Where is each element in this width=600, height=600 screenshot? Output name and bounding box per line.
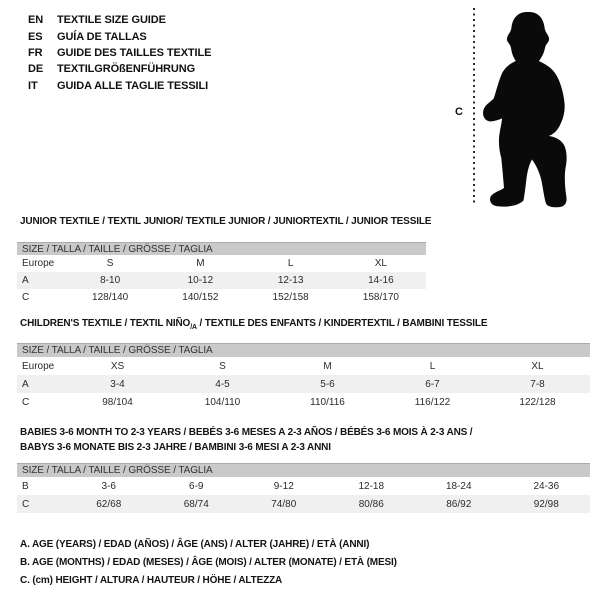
table-row-c — [17, 495, 590, 513]
size-table-babies — [17, 463, 590, 513]
language-label: GUÍA DE TALLAS — [57, 30, 147, 43]
row-label-cell: A — [22, 275, 29, 286]
title-part: / TEXTILE DES ENFANTS / KINDERTEXTIL / BAMBINI TESSILE — [196, 318, 488, 329]
language-row-en — [28, 12, 211, 28]
value-cell: XS — [110, 360, 125, 372]
value-cell: S — [219, 360, 226, 372]
language-label: GUIDA ALLE TAGLIE TESSILI — [57, 79, 209, 92]
size-header-bar: SIZE / TALLA / TAILLE / GRÖSSE / TAGLIA — [17, 343, 590, 357]
value-cell: 9-12 — [273, 480, 294, 492]
value-cell: 80/86 — [358, 498, 384, 510]
section-title-babies — [20, 425, 472, 455]
legend-line-a: A. AGE (YEARS) / EDAD (AÑOS) / ÂGE (ANS) / ALTER (JAHRE) / ETÀ (ANNI) — [20, 539, 370, 550]
value-cell: 7-8 — [530, 378, 545, 390]
value-cell: 152/158 — [272, 292, 309, 303]
value-cell: 5-6 — [320, 378, 335, 390]
value-cell: 10-12 — [187, 275, 214, 286]
measure-label-c: C — [455, 106, 463, 118]
language-label: TEXTILE SIZE GUIDE — [57, 14, 166, 27]
value-cell: 14-16 — [368, 275, 394, 286]
value-cell: 3-4 — [110, 378, 125, 390]
value-cell: S — [106, 258, 114, 269]
row-label-cell: Europe — [22, 360, 55, 372]
value-cell: 3-6 — [101, 480, 116, 492]
value-cell: 24-36 — [533, 480, 560, 492]
size-table-children — [17, 343, 590, 411]
language-label: GUIDE DES TAILLES TEXTILE — [57, 46, 212, 59]
value-cell: 6-7 — [425, 378, 440, 390]
language-code: FR — [28, 46, 43, 59]
value-cell: 62/68 — [96, 498, 122, 510]
value-cell: 158/170 — [362, 292, 399, 303]
language-row-es — [28, 28, 211, 44]
language-code: EN — [28, 14, 44, 27]
table-row-europe — [17, 255, 426, 272]
table-row-europe — [17, 357, 590, 375]
language-code: ES — [28, 30, 43, 43]
row-label-cell: C — [22, 292, 30, 303]
value-cell: 128/140 — [92, 292, 129, 303]
legend-line-b: B. AGE (MONTHS) / EDAD (MESES) / ÂGE (MOIS) / ALTER (MONATE) / ETÀ (MESI) — [20, 556, 397, 568]
section-title-children — [20, 318, 487, 331]
title-part: CHILDREN'S TEXTILE / TEXTIL NIÑO — [20, 318, 191, 329]
title-line-1: BABIES 3-6 MONTH TO 2-3 YEARS / BEBÉS 3-6 MESES A 2-3 AÑOS / BÉBÉS 3-6 MOIS À 2-3 ANS / — [20, 427, 473, 438]
value-cell: 12-13 — [277, 275, 304, 286]
value-cell: M — [323, 360, 332, 372]
table-row-a — [17, 272, 426, 289]
table-row-b — [17, 477, 590, 495]
row-label-cell: Europe — [22, 258, 55, 269]
table-row-c — [17, 289, 426, 306]
value-cell: L — [429, 360, 436, 372]
language-code: DE — [28, 63, 44, 76]
row-label-cell: B — [22, 480, 29, 492]
value-cell: L — [287, 258, 294, 269]
language-row-fr — [28, 45, 211, 61]
value-cell: 110/116 — [310, 396, 345, 408]
language-label: TEXTILGRÖßENFÜHRUNG — [57, 63, 196, 76]
value-cell: 8-10 — [100, 275, 121, 286]
size-table-junior — [17, 242, 426, 306]
legend-line-c: C. (cm) HEIGHT / ALTURA / HAUTEUR / HÖHE / ALTEZZA — [20, 574, 283, 586]
row-label-cell: C — [22, 396, 30, 408]
title-subscript: /A — [190, 324, 197, 331]
value-cell: M — [196, 258, 205, 269]
table-row-c — [17, 393, 590, 411]
value-cell: 68/74 — [183, 498, 209, 510]
size-header-bar: SIZE / TALLA / TAILLE / GRÖSSE / TAGLIA — [17, 242, 426, 255]
value-cell: 12-18 — [358, 480, 385, 492]
value-cell: 92/98 — [533, 498, 559, 510]
value-cell: XL — [531, 360, 544, 372]
value-cell: 86/92 — [446, 498, 472, 510]
value-cell: 18-24 — [445, 480, 472, 492]
language-row-de — [28, 61, 211, 77]
value-cell: 116/122 — [414, 396, 451, 408]
value-cell: 6-9 — [189, 480, 204, 492]
row-label-cell: C — [22, 498, 30, 510]
size-header-bar: SIZE / TALLA / TAILLE / GRÖSSE / TAGLIA — [17, 463, 590, 477]
value-cell: 4-5 — [215, 378, 230, 390]
section-title-junior: JUNIOR TEXTILE / TEXTIL JUNIOR/ TEXTILE JUNIOR / JUNIORTEXTIL / JUNIOR TESSILE — [20, 216, 432, 227]
language-code: IT — [28, 79, 38, 92]
value-cell: 122/128 — [519, 396, 556, 408]
value-cell: 74/80 — [271, 498, 297, 510]
baby-silhouette-icon — [480, 8, 594, 208]
height-measure-dotted-line — [473, 8, 475, 206]
language-list — [28, 12, 211, 94]
legend — [20, 536, 397, 589]
language-row-it — [28, 78, 211, 94]
title-line-2: BABYS 3-6 MONATE BIS 2-3 JAHRE / BAMBINI 3-6 MESI A 2-3 ANNI — [20, 442, 331, 454]
table-row-a — [17, 375, 590, 393]
value-cell: 104/110 — [204, 396, 241, 408]
value-cell: 140/152 — [182, 292, 219, 303]
value-cell: XL — [374, 258, 387, 269]
value-cell: 98/104 — [102, 396, 133, 408]
row-label-cell: A — [22, 378, 29, 390]
